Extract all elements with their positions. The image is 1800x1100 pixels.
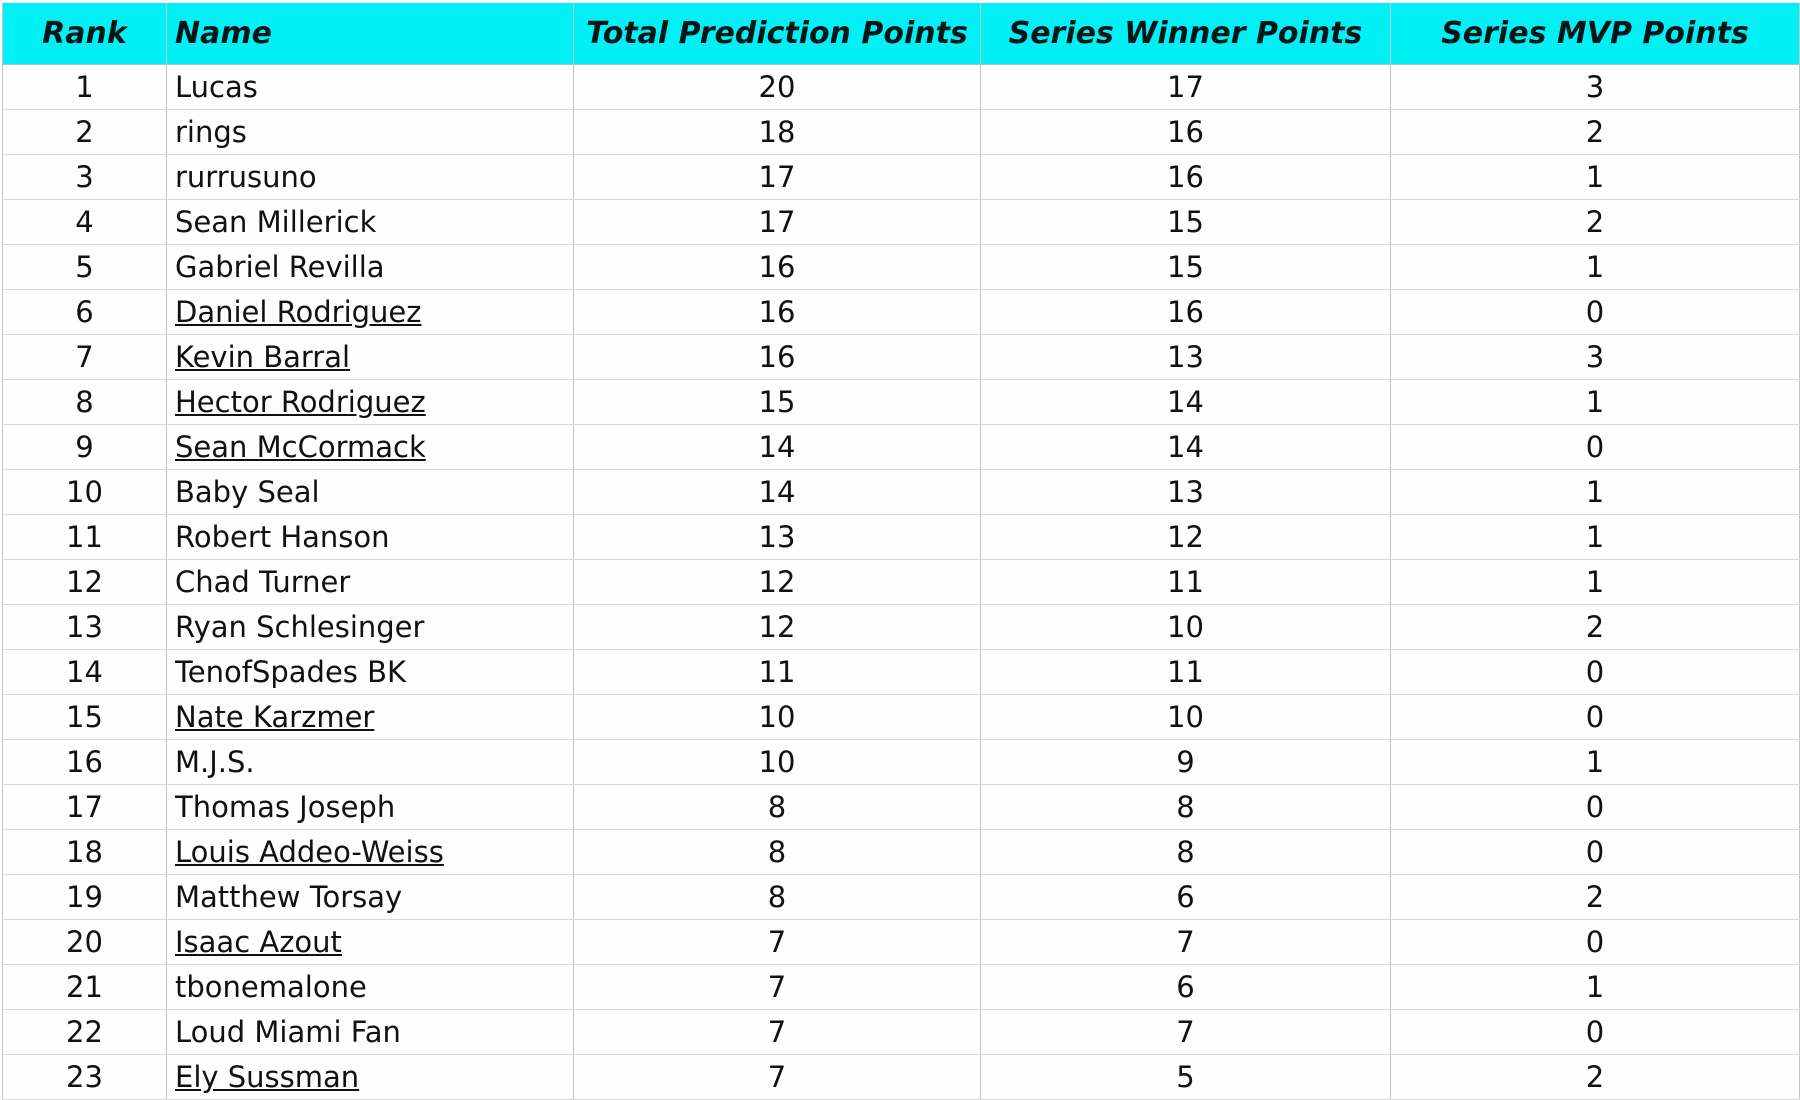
total-points-cell: 8 (574, 875, 981, 920)
name-cell (167, 560, 574, 605)
name-cell (167, 515, 574, 560)
name-cell (167, 65, 574, 110)
name-cell (167, 470, 574, 515)
winner-points-cell: 5 (981, 1055, 1391, 1100)
leaderboard-body (3, 65, 1800, 1100)
mvp-points-cell: 3 (1391, 335, 1800, 380)
name-cell (167, 605, 574, 650)
player-name: Matthew Torsay (175, 880, 403, 914)
table-row (3, 380, 1800, 425)
winner-points-cell: 8 (981, 830, 1391, 875)
rank-cell: 8 (3, 380, 167, 425)
name-cell (167, 200, 574, 245)
mvp-points-cell: 3 (1391, 65, 1800, 110)
winner-points-cell: 9 (981, 740, 1391, 785)
winner-points-cell: 12 (981, 515, 1391, 560)
mvp-points-cell: 2 (1391, 110, 1800, 155)
player-name: Robert Hanson (175, 520, 390, 554)
player-name: Baby Seal (175, 475, 320, 509)
rank-cell: 17 (3, 785, 167, 830)
rank-cell: 21 (3, 965, 167, 1010)
winner-points-cell: 17 (981, 65, 1391, 110)
name-cell (167, 830, 574, 875)
winner-points-cell: 16 (981, 155, 1391, 200)
winner-points-cell: 10 (981, 695, 1391, 740)
player-name: Ryan Schlesinger (175, 610, 425, 644)
winner-points-cell: 14 (981, 425, 1391, 470)
mvp-points-cell: 2 (1391, 1055, 1800, 1100)
mvp-points-cell: 1 (1391, 965, 1800, 1010)
rank-cell: 9 (3, 425, 167, 470)
player-name: Sean Millerick (175, 205, 377, 239)
mvp-points-cell: 0 (1391, 650, 1800, 695)
total-points-cell: 18 (574, 110, 981, 155)
rank-cell: 7 (3, 335, 167, 380)
rank-cell: 1 (3, 65, 167, 110)
table-row (3, 740, 1800, 785)
table-row (3, 515, 1800, 560)
mvp-points-cell: 0 (1391, 425, 1800, 470)
column-header-name: Name (167, 3, 574, 65)
table-row (3, 110, 1800, 155)
table-row (3, 650, 1800, 695)
name-cell (167, 650, 574, 695)
column-header-rank: Rank (3, 3, 167, 65)
winner-points-cell: 15 (981, 245, 1391, 290)
rank-cell: 23 (3, 1055, 167, 1100)
mvp-points-cell: 0 (1391, 830, 1800, 875)
name-cell (167, 245, 574, 290)
mvp-points-cell: 0 (1391, 920, 1800, 965)
player-name-link[interactable]: Kevin Barral (175, 340, 351, 374)
mvp-points-cell: 1 (1391, 155, 1800, 200)
winner-points-cell: 16 (981, 290, 1391, 335)
player-name: rurrusuno (175, 160, 317, 194)
total-points-cell: 13 (574, 515, 981, 560)
mvp-points-cell: 2 (1391, 605, 1800, 650)
total-points-cell: 10 (574, 740, 981, 785)
total-points-cell: 14 (574, 470, 981, 515)
name-cell (167, 425, 574, 470)
total-points-cell: 12 (574, 605, 981, 650)
winner-points-cell: 15 (981, 200, 1391, 245)
table-row (3, 290, 1800, 335)
name-cell (167, 920, 574, 965)
name-cell (167, 1010, 574, 1055)
rank-cell: 10 (3, 470, 167, 515)
name-cell (167, 155, 574, 200)
rank-cell: 4 (3, 200, 167, 245)
table-row (3, 200, 1800, 245)
player-name-link[interactable]: Louis Addeo-Weiss (175, 835, 444, 869)
winner-points-cell: 14 (981, 380, 1391, 425)
mvp-points-cell: 2 (1391, 875, 1800, 920)
winner-points-cell: 7 (981, 1010, 1391, 1055)
header-row (3, 3, 1800, 65)
table-row (3, 245, 1800, 290)
mvp-points-cell: 1 (1391, 380, 1800, 425)
total-points-cell: 16 (574, 335, 981, 380)
player-name-link[interactable]: Daniel Rodriguez (175, 295, 422, 329)
table-row (3, 695, 1800, 740)
mvp-points-cell: 0 (1391, 290, 1800, 335)
winner-points-cell: 11 (981, 650, 1391, 695)
rank-cell: 18 (3, 830, 167, 875)
table-row (3, 785, 1800, 830)
player-name-link[interactable]: Ely Sussman (175, 1060, 360, 1094)
player-name: rings (175, 115, 247, 149)
rank-cell: 16 (3, 740, 167, 785)
total-points-cell: 14 (574, 425, 981, 470)
player-name: Gabriel Revilla (175, 250, 385, 284)
table-row (3, 965, 1800, 1010)
player-name-link[interactable]: Sean McCormack (175, 430, 426, 464)
name-cell (167, 290, 574, 335)
mvp-points-cell: 0 (1391, 695, 1800, 740)
total-points-cell: 8 (574, 785, 981, 830)
rank-cell: 15 (3, 695, 167, 740)
player-name-link[interactable]: Isaac Azout (175, 925, 342, 959)
table-row (3, 830, 1800, 875)
table-row (3, 1055, 1800, 1100)
table-row (3, 470, 1800, 515)
total-points-cell: 7 (574, 965, 981, 1010)
player-name: TenofSpades BK (175, 655, 407, 689)
rank-cell: 11 (3, 515, 167, 560)
table-row (3, 1010, 1800, 1055)
winner-points-cell: 6 (981, 965, 1391, 1010)
player-name: Lucas (175, 70, 258, 104)
total-points-cell: 11 (574, 650, 981, 695)
rank-cell: 12 (3, 560, 167, 605)
player-name: Chad Turner (175, 565, 351, 599)
rank-cell: 19 (3, 875, 167, 920)
rank-cell: 20 (3, 920, 167, 965)
rank-cell: 5 (3, 245, 167, 290)
player-name-link[interactable]: Hector Rodriguez (175, 385, 426, 419)
player-name: M.J.S. (175, 745, 255, 779)
name-cell (167, 380, 574, 425)
rank-cell: 13 (3, 605, 167, 650)
name-cell (167, 740, 574, 785)
total-points-cell: 10 (574, 695, 981, 740)
name-cell (167, 335, 574, 380)
rank-cell: 2 (3, 110, 167, 155)
mvp-points-cell: 0 (1391, 1010, 1800, 1055)
player-name: tbonemalone (175, 970, 367, 1004)
winner-points-cell: 13 (981, 335, 1391, 380)
winner-points-cell: 11 (981, 560, 1391, 605)
rank-cell: 3 (3, 155, 167, 200)
mvp-points-cell: 1 (1391, 245, 1800, 290)
total-points-cell: 16 (574, 245, 981, 290)
name-cell (167, 110, 574, 155)
leaderboard-table (2, 3, 1800, 1100)
rank-cell: 22 (3, 1010, 167, 1055)
winner-points-cell: 10 (981, 605, 1391, 650)
total-points-cell: 7 (574, 1010, 981, 1055)
total-points-cell: 8 (574, 830, 981, 875)
mvp-points-cell: 2 (1391, 200, 1800, 245)
name-cell (167, 695, 574, 740)
column-header-series-winner-points: Series Winner Points (981, 3, 1391, 65)
table-row (3, 920, 1800, 965)
total-points-cell: 16 (574, 290, 981, 335)
winner-points-cell: 13 (981, 470, 1391, 515)
mvp-points-cell: 1 (1391, 740, 1800, 785)
column-header-series-mvp-points: Series MVP Points (1391, 3, 1800, 65)
name-cell (167, 1055, 574, 1100)
total-points-cell: 7 (574, 920, 981, 965)
mvp-points-cell: 0 (1391, 785, 1800, 830)
table-row (3, 605, 1800, 650)
table-row (3, 65, 1800, 110)
winner-points-cell: 16 (981, 110, 1391, 155)
total-points-cell: 17 (574, 200, 981, 245)
name-cell (167, 875, 574, 920)
table-header (3, 3, 1800, 65)
rank-cell: 6 (3, 290, 167, 335)
name-cell (167, 785, 574, 830)
player-name-link[interactable]: Nate Karzmer (175, 700, 375, 734)
rank-cell: 14 (3, 650, 167, 695)
total-points-cell: 20 (574, 65, 981, 110)
table-row (3, 155, 1800, 200)
mvp-points-cell: 1 (1391, 560, 1800, 605)
total-points-cell: 17 (574, 155, 981, 200)
total-points-cell: 7 (574, 1055, 981, 1100)
winner-points-cell: 6 (981, 875, 1391, 920)
player-name: Loud Miami Fan (175, 1015, 401, 1049)
winner-points-cell: 8 (981, 785, 1391, 830)
player-name: Thomas Joseph (175, 790, 396, 824)
table-row (3, 335, 1800, 380)
mvp-points-cell: 1 (1391, 515, 1800, 560)
table-row (3, 875, 1800, 920)
winner-points-cell: 7 (981, 920, 1391, 965)
mvp-points-cell: 1 (1391, 470, 1800, 515)
table-row (3, 560, 1800, 605)
total-points-cell: 12 (574, 560, 981, 605)
total-points-cell: 15 (574, 380, 981, 425)
column-header-total-prediction-points: Total Prediction Points (574, 3, 981, 65)
name-cell (167, 965, 574, 1010)
table-row (3, 425, 1800, 470)
